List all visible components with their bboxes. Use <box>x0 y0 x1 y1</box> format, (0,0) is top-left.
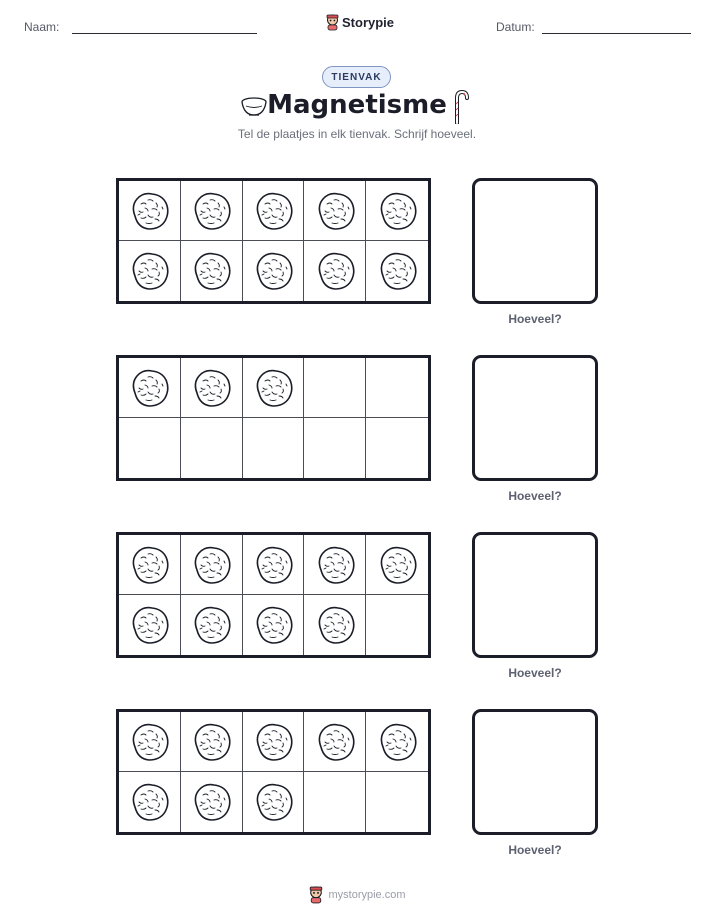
ten-frame-cell <box>366 772 428 832</box>
rock-icon <box>188 779 234 825</box>
ten-frame-cell <box>181 595 243 655</box>
rock-icon <box>374 188 420 234</box>
ten-frame-cell <box>119 535 181 595</box>
ten-frame-cell <box>366 418 428 478</box>
ten-frame-cell <box>243 772 305 832</box>
ten-frame-cell <box>243 595 305 655</box>
answer-label: Hoeveel? <box>508 843 562 857</box>
ten-frame-cell <box>119 358 181 418</box>
storypie-mascot-icon <box>325 14 340 31</box>
rock-icon <box>374 248 420 294</box>
rock-icon <box>312 542 358 588</box>
rock-icon <box>250 719 296 765</box>
ten-frame-cell <box>366 595 428 655</box>
rock-icon <box>250 602 296 648</box>
ten-frame-cell <box>119 772 181 832</box>
ten-frame-cell <box>304 241 366 301</box>
ten-frame-cell <box>304 772 366 832</box>
rock-icon <box>374 719 420 765</box>
rock-icon <box>126 602 172 648</box>
brand-logo <box>325 13 394 31</box>
name-label: Naam: <box>24 20 60 34</box>
ten-frame-cell <box>181 772 243 832</box>
rock-icon <box>250 188 296 234</box>
answer-label: Hoeveel? <box>508 489 562 503</box>
rock-icon <box>250 365 296 411</box>
rock-icon <box>188 248 234 294</box>
ten-frame-cell <box>304 181 366 241</box>
rock-icon <box>188 542 234 588</box>
ten-frame-3 <box>116 532 431 658</box>
rock-icon <box>374 542 420 588</box>
ten-frame-cell <box>366 358 428 418</box>
name-line[interactable] <box>72 33 257 34</box>
date-line[interactable] <box>542 33 691 34</box>
ten-frame-cell <box>181 181 243 241</box>
ten-frame-cell <box>119 418 181 478</box>
rock-icon <box>126 542 172 588</box>
ten-frame-cell <box>119 712 181 772</box>
ten-frame-cell <box>304 418 366 478</box>
rock-icon <box>312 602 358 648</box>
ten-frame-cell <box>243 181 305 241</box>
answer-box-3[interactable] <box>472 532 598 658</box>
rock-icon <box>250 248 296 294</box>
rock-icon <box>188 365 234 411</box>
ten-frame-cell <box>181 241 243 301</box>
rock-icon <box>312 719 358 765</box>
storypie-mascot-icon <box>308 886 324 904</box>
rock-icon <box>312 248 358 294</box>
ten-frame-cell <box>119 181 181 241</box>
ten-frame-cell <box>243 535 305 595</box>
ten-frame-cell <box>119 241 181 301</box>
ten-frame-cell <box>181 712 243 772</box>
rock-icon <box>188 188 234 234</box>
ten-frame-cell <box>181 358 243 418</box>
instructions: Tel de plaatjes in elk tienvak. Schrijf hoeveel. <box>237 127 477 141</box>
ten-frame-1 <box>116 178 431 304</box>
rock-icon <box>126 248 172 294</box>
category-badge: TIENVAK <box>322 66 391 88</box>
ten-frame-cell <box>181 535 243 595</box>
rock-icon <box>126 365 172 411</box>
answer-box-2[interactable] <box>472 355 598 481</box>
ten-frame-cell <box>243 418 305 478</box>
ten-frame-cell <box>366 241 428 301</box>
ten-frame-2 <box>116 355 431 481</box>
ten-frame-cell <box>304 358 366 418</box>
ten-frame-cell <box>304 535 366 595</box>
ten-frame-cell <box>366 535 428 595</box>
answer-label: Hoeveel? <box>508 312 562 326</box>
rock-icon <box>250 542 296 588</box>
ten-frame-cell <box>243 712 305 772</box>
rock-icon <box>126 188 172 234</box>
footer <box>0 886 714 904</box>
rock-icon <box>188 719 234 765</box>
answer-box-4[interactable] <box>472 709 598 835</box>
ten-frame-cell <box>119 595 181 655</box>
rock-icon <box>126 779 172 825</box>
ten-frame-4 <box>116 709 431 835</box>
ten-frame-cell <box>304 595 366 655</box>
page-title: Magnetisme <box>267 90 447 120</box>
footer-url[interactable]: mystorypie.com <box>328 889 406 901</box>
cane-icon <box>452 90 470 124</box>
answer-label: Hoeveel? <box>508 666 562 680</box>
ten-frame-cell <box>366 181 428 241</box>
ten-frame-cell <box>366 712 428 772</box>
rock-icon <box>250 779 296 825</box>
ten-frame-cell <box>243 358 305 418</box>
answer-box-1[interactable] <box>472 178 598 304</box>
brand-name: Storypie <box>342 14 395 30</box>
rock-icon <box>312 188 358 234</box>
ten-frame-cell <box>243 241 305 301</box>
ten-frame-cell <box>181 418 243 478</box>
rock-icon <box>126 719 172 765</box>
ten-frame-cell <box>304 712 366 772</box>
rock-icon <box>188 602 234 648</box>
date-label: Datum: <box>496 20 535 34</box>
